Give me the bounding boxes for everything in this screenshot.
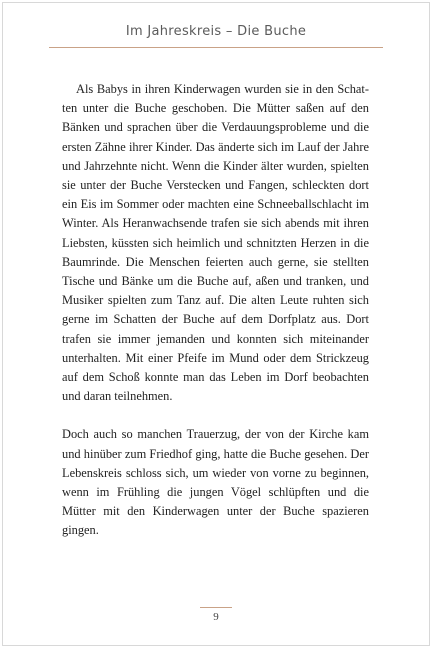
page-number: 9 xyxy=(213,611,219,623)
paragraph-2: Doch auch so manchen Trauerzug, der von der Kirche kam und hinüber zum Friedhof ging, hatte die Buche gesehen. Der Lebenskreis schloss sich, um wieder von vorne zu beginnen, wenn im Frühling die jungen Vögel schlüpften und die Mütter mit den Kinderwagen unter der Buche spazieren gingen. xyxy=(62,427,369,538)
running-header: Im Jahreskreis – Die Buche xyxy=(125,24,307,39)
header-rule xyxy=(49,47,383,48)
body-text xyxy=(62,80,369,541)
paragraph-1: Als Babys in ihren Kinderwagen wurden sie in den Schatten unter die Buche geschoben. Die Mütter saßen auf den Bänken und sprachen über die Verdauungsprobleme und die ersten Zähne ihrer Kinder. Das änderte sich im Lauf der Jahre und Jahrzehnte nicht. Wenn die Kinder älter wurden, spielten sie unter der Buche Verstecken und Fangen, schleckten dort ein Eis im Sommer oder machten eine Schneeballschlacht im Winter. Als Heranwachsende trafen sie sich abends mit ihren Liebsten, küssten sich heimlich und schnitzten Herzen in die Baumrinde. Die Menschen feierten auch gerne, sie stellten Tische und Bänke um die Buche auf, aßen und tranken, und Musiker spielten zum Tanz auf. Die alten Leute ruhten sich gerne im Schatten der Buche auf dem Dorfplatz aus. Dort trafen sie immer jemanden und konnten sich miteinander unterhalten. Mit einer Pfeife im Mund oder dem Strickzeug auf dem Schoß konnte man das Leben im Dorf beobachten und daran teilnehmen. xyxy=(62,82,369,404)
footer-rule xyxy=(200,607,232,608)
